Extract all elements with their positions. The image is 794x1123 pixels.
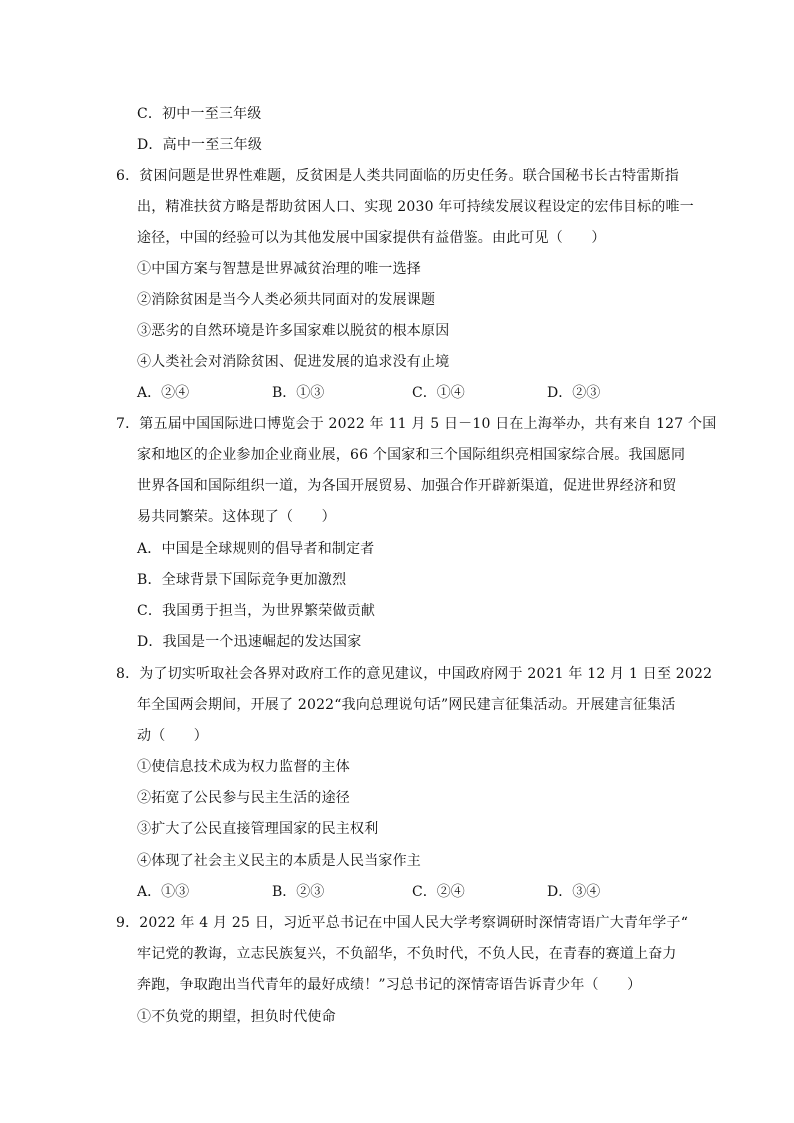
q5-option-c: C．初中一至三年级 — [137, 106, 262, 122]
q7-option-c: C．我国勇于担当，为世界繁荣做贡献 — [137, 603, 376, 619]
q6-choices — [137, 384, 677, 402]
q7-stem-line: 易共同繁荣。这体现了（ ） — [137, 509, 336, 525]
q7-stem-line: 世界各国和国际组织一道，为各国开展贸易、加强合作开辟新渠道，促进世界经济和贸 — [137, 478, 677, 494]
q8-statement: ①使信息技术成为权力监督的主体 — [137, 759, 350, 775]
q6-stem-line: 6．贫困问题是世界性难题，反贫困是人类共同面临的历史任务。联合国秘书长古特雷斯指 — [116, 168, 679, 184]
q7-stem-line: 家和地区的企业参加企业商业展，66 个国家和三个国际组织亮相国家综合展。我国愿同 — [137, 447, 686, 463]
q7-option-a: A．中国是全球规则的倡导者和制定者 — [137, 541, 375, 557]
q6-stem-line: 出，精准扶贫方略是帮助贫困人口、实现 2030 年可持续发展议程设定的宏伟目标的唯一 — [137, 199, 694, 215]
q6-choice-d: D．②③ — [547, 385, 601, 401]
q7-option-b: B．全球背景下国际竞争更加激烈 — [137, 572, 347, 588]
q8-stem-line: 年全国两会期间，开展了 2022“我向总理说句话”网民建言征集活动。开展建言征集活 — [137, 697, 676, 713]
q6-statement: ①中国方案与智慧是世界减贫治理的唯一选择 — [137, 261, 421, 277]
q9-stem-line: 9．2022 年 4 月 25 日，习近平总书记在中国人民大学考察调研时深情寄语广大青年学子“ — [116, 915, 689, 931]
q6-choice-a: A．②④ — [137, 385, 190, 401]
q6-choice-c: C．①④ — [412, 385, 465, 401]
q9-statement: ①不负党的期望，担负时代使命 — [137, 1009, 336, 1025]
q8-choice-c: C．②④ — [412, 884, 465, 900]
q8-choice-a: A．①③ — [137, 884, 190, 900]
q5-option-d: D．高中一至三年级 — [137, 137, 263, 153]
q8-statement: ④体现了社会主义民主的本质是人民当家作主 — [137, 853, 421, 869]
q7-option-d: D．我国是一个迅速崛起的发达国家 — [137, 634, 362, 650]
q7-stem-line: 7．第五届中国国际进口博览会于 2022 年 11 月 5 日－10 日在上海举办，共有来自 127 个国 — [116, 416, 717, 432]
q8-stem-line: 动（ ） — [137, 728, 208, 744]
q8-statement: ②拓宽了公民参与民主生活的途径 — [137, 790, 350, 806]
q8-choice-b: B．②③ — [272, 884, 325, 900]
q8-choices — [137, 883, 677, 901]
q8-stem-line: 8．为了切实听取社会各界对政府工作的意见建议，中国政府网于 2021 年 12 月 1 日至 2022 — [116, 666, 713, 682]
q6-choice-b: B．①③ — [272, 385, 325, 401]
q9-stem-line: 牢记党的教诲，立志民族复兴，不负韶华，不负时代，不负人民，在青春的赛道上奋力 — [137, 946, 677, 962]
q6-statement: ②消除贫困是当今人类必须共同面对的发展课题 — [137, 292, 436, 308]
q8-statement: ③扩大了公民直接管理国家的民主权利 — [137, 821, 379, 837]
q6-statement: ④人类社会对消除贫困、促进发展的追求没有止境 — [137, 354, 450, 370]
q8-choice-d: D．③④ — [547, 884, 601, 900]
q6-stem-line: 途径，中国的经验可以为其他发展中国家提供有益借鉴。由此可见（ ） — [137, 230, 606, 246]
q6-statement: ③恶劣的自然环境是许多国家难以脱贫的根本原因 — [137, 323, 450, 339]
q9-stem-line: 奔跑，争取跑出当代青年的最好成绩！”习总书记的深情寄语告诉青少年（ ） — [137, 977, 642, 993]
